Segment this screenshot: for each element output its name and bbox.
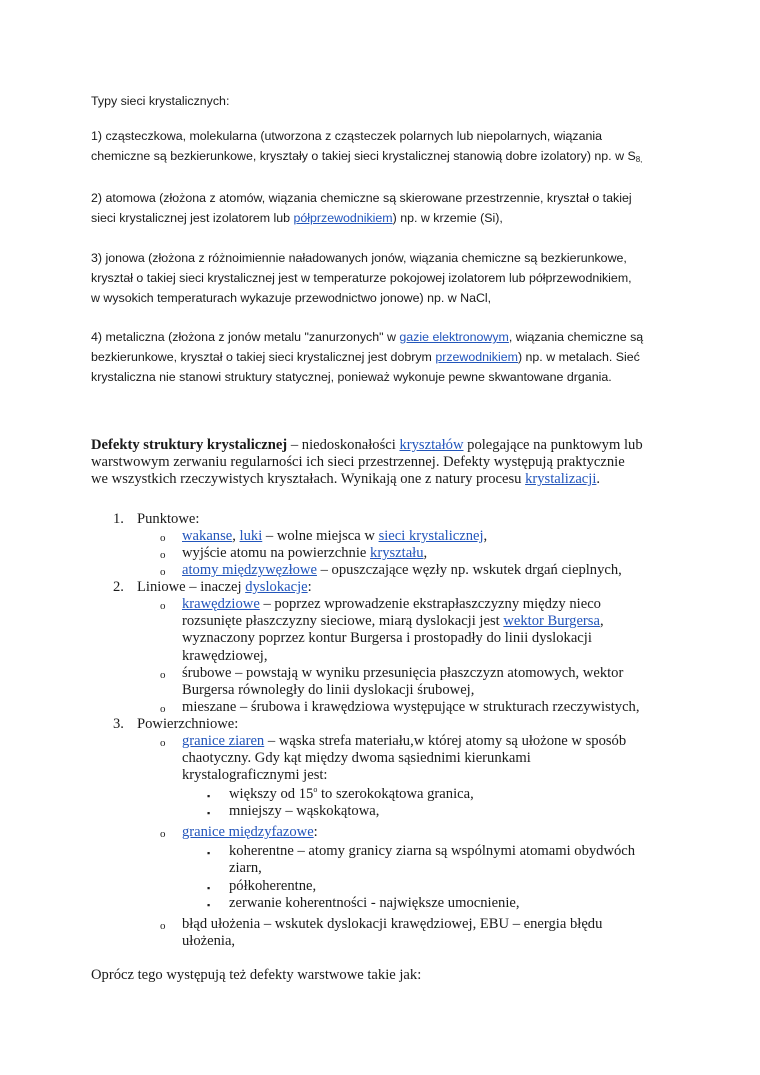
list-item: wyjście atomu na powierzchnie kryształu, [182, 545, 428, 561]
bullet-circle: o [160, 566, 166, 578]
list-item: zerwanie koherentności - największe umocnienie, [229, 895, 520, 911]
paragraph-defects-intro: Defekty struktury krystalicznej – niedoskonałości kryształów polegające na punktowym lub warstwowym zerwaniu regularności ich sieci przestrzennej. Defekty występują praktycznie we wszystkich rzeczywistych kryształach. Wynikają one z natury procesu krystalizacji. [91, 437, 643, 488]
bullet-circle: o [160, 920, 166, 932]
bullet-square: ▪ [207, 900, 211, 910]
link-luki[interactable]: luki [239, 528, 263, 544]
list-item: półkoherentne, [229, 878, 317, 894]
link-krysztalu[interactable]: kryształu [370, 545, 424, 561]
link-krysztaly[interactable]: kryształów [399, 437, 464, 453]
bullet-circle: o [160, 532, 166, 544]
list-item: krawędziowe – poprzez wprowadzenie ekstrapłaszczyzny między nieco rozsunięte płaszczyzny sieciowe, miarą dyslokacji jest wektor Burgersa, wyznaczony poprzez kontur Burgersa i prostopadły do linii dyslokacji krawędziowej, [182, 596, 604, 664]
list-item-punktowe: Punktowe: [137, 511, 200, 527]
link-dyslokacje[interactable]: dyslokacje [245, 579, 308, 595]
list-item-liniowe: Liniowe – inaczej dyslokacje: [137, 579, 312, 595]
bullet-square: ▪ [207, 848, 211, 858]
bullet-circle: o [160, 703, 166, 715]
bullet-square: ▪ [207, 883, 211, 893]
link-wakanse[interactable]: wakanse [182, 528, 233, 544]
link-gaz-elektronowy[interactable]: gazie elektronowym [399, 330, 509, 344]
bullet-circle: o [160, 669, 166, 681]
link-polprzewodnik[interactable]: półprzewodnikiem [293, 211, 393, 225]
link-przewodnik[interactable]: przewodnikiem [435, 350, 518, 364]
link-granice-ziaren[interactable]: granice ziaren [182, 733, 265, 749]
list-item: granice międzyfazowe: [182, 824, 318, 840]
link-granice-miedzyfazowe[interactable]: granice międzyfazowe [182, 824, 314, 840]
list-number: 2. [113, 579, 124, 595]
link-sieci-krystalicznej[interactable]: sieci krystalicznej [378, 528, 484, 544]
bullet-square: ▪ [207, 808, 211, 818]
list-item: błąd ułożenia – wskutek dyslokacji krawędziowej, EBU – energia błędu ułożenia, [182, 916, 603, 950]
link-krystalizacja[interactable]: krystalizacji [525, 471, 597, 488]
section-heading: Typy sieci krystalicznych: [91, 94, 230, 108]
bullet-square: ▪ [207, 791, 211, 801]
link-atomy-miedzywezlowe[interactable]: atomy międzywęzłowe [182, 562, 317, 578]
paragraph-atomic: 2) atomowa (złożona z atomów, wiązania chemiczne są skierowane przestrzennie, kryształ o takiej sieci krystalicznej jest izolatorem lub półprzewodnikiem) np. w krzemie (Si), [91, 191, 632, 225]
list-item: śrubowe – powstają w wyniku przesunięcia płaszczyzn atomowych, wektor Burgersa równoległy do linii dyslokacji śrubowej, [182, 665, 624, 699]
defects-title: Defekty struktury krystalicznej [91, 437, 288, 453]
list-item: koherentne – atomy granicy ziarna są wspólnymi atomami obydwóch ziarn, [229, 843, 636, 877]
list-item: większy od 15$^o$ to szerokokątowa granica, [229, 785, 474, 802]
bullet-circle: o [160, 737, 166, 749]
list-item: granice ziaren – wąska strefa materiału,w której atomy są ułożone w sposób chaotyczny. Gdy kąt między dwoma sąsiednimi kierunkami krystalograficznymi jest: [182, 733, 627, 784]
list-number: 1. [113, 511, 124, 527]
bullet-circle: o [160, 828, 166, 840]
list-item: atomy międzywęzłowe – opuszczające węzły np. wskutek drgań cieplnych, [182, 562, 622, 578]
paragraph-molecular: 1) cząsteczkowa, molekularna (utworzona z cząsteczek polarnych lub niepolarnych, wiązania chemiczne są bezkierunkowe, kryształy o takiej sieci krystalicznej stanowią dobre izolatory) np. w $S_{8,}$ [91, 129, 643, 164]
list-item-powierzchniowe: Powierzchniowe: [137, 716, 239, 732]
closing-paragraph: Oprócz tego występują też defekty warstwowe takie jak: [91, 967, 422, 983]
list-item: wakanse, luki – wolne miejsca w sieci krystalicznej, [182, 528, 488, 544]
link-krawedziowe[interactable]: krawędziowe [182, 596, 260, 612]
list-item: mieszane – śrubowa i krawędziowa występujące w strukturach rzeczywistych, [182, 699, 640, 715]
paragraph-ionic: 3) jonowa (złożona z różnoimiennie naładowanych jonów, wiązania chemiczne są bezkierunkowe, kryształ o takiej sieci krystalicznej jest w temperaturze pokojowej izolatorem lub półprzewodnikiem, w wysokich temperaturach wykazuje przewodnictwo jonowe) np. w NaCl, [91, 251, 632, 305]
bullet-circle: o [160, 600, 166, 612]
list-item: mniejszy – wąskokątowa, [229, 803, 380, 819]
list-number: 3. [113, 716, 124, 732]
bullet-circle: o [160, 549, 166, 561]
paragraph-metallic: 4) metaliczna (złożona z jonów metalu "zanurzonych" w gazie elektronowym, wiązania chemiczne są bezkierunkowe, kryształ o takiej sieci krystalicznej jest dobrym przewodnikiem) np. w metalach. Sieć krystaliczna nie stanowi struktury statycznej, ponieważ wykonuje pewne skwantowane drgania. [91, 330, 644, 384]
link-wektor-burgersa[interactable]: wektor Burgersa [503, 613, 600, 630]
